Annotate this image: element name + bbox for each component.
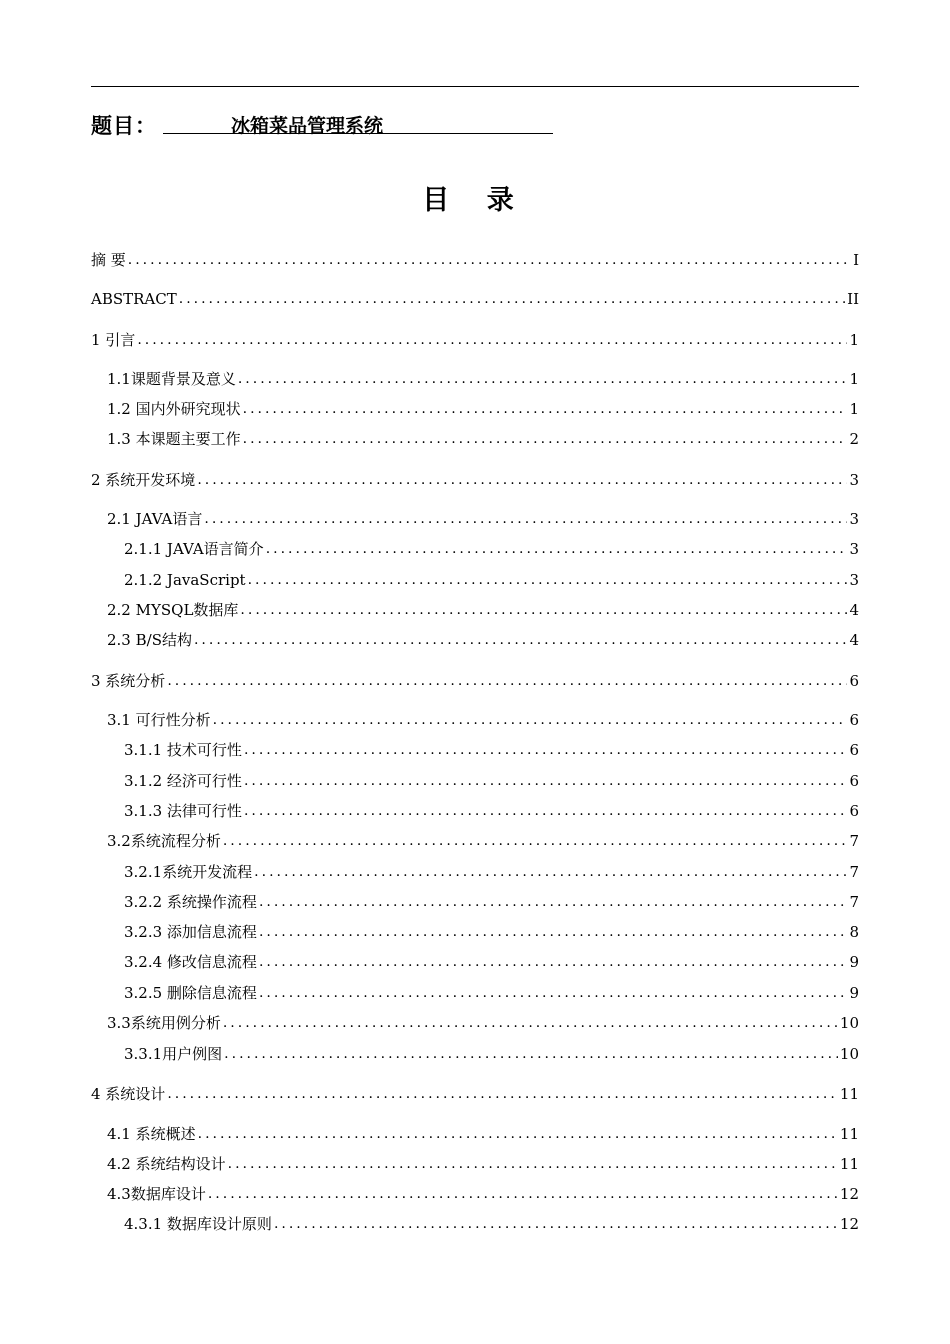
- toc-leader-dots: [179, 288, 845, 310]
- toc-leader-dots: [128, 249, 851, 271]
- toc-entry-label: 3.2.4 修改信息流程: [124, 953, 257, 971]
- toc-entry[interactable]: [124, 538, 859, 560]
- toc-entry-page: 6: [849, 711, 859, 729]
- toc-entry[interactable]: [91, 329, 859, 351]
- toc-leader-dots: [244, 770, 848, 792]
- toc-leader-dots: [167, 1083, 838, 1105]
- toc-leader-dots: [223, 830, 848, 852]
- toc-entry-page: 1: [849, 331, 859, 349]
- toc-entry-page: 6: [849, 772, 859, 790]
- toc-entry-label: 3.2.2 系统操作流程: [124, 893, 257, 911]
- toc-entry-page: 4: [849, 631, 859, 649]
- toc-entry-label: 1 引言: [91, 331, 136, 349]
- toc-entry-page: 6: [849, 672, 859, 690]
- toc-entry-page: 7: [849, 863, 859, 881]
- toc-leader-dots: [259, 921, 848, 943]
- toc-entry-label: 1.3 本课题主要工作: [107, 430, 241, 448]
- toc-entry-label: 3.3系统用例分析: [107, 1014, 221, 1032]
- toc-entry-label: 摘 要: [91, 251, 126, 269]
- toc-entry-page: 1: [849, 370, 859, 388]
- toc-entry-label: 2.2 MYSQL数据库: [107, 601, 239, 619]
- toc-entry-page: 12: [839, 1215, 859, 1233]
- toc-entry-page: 6: [849, 802, 859, 820]
- toc-entry[interactable]: [107, 599, 859, 621]
- toc-entry[interactable]: [107, 428, 859, 450]
- toc-entry-page: 9: [849, 953, 859, 971]
- toc-entry[interactable]: [107, 1153, 859, 1175]
- toc-entry-page: 11: [839, 1125, 859, 1143]
- toc-entry-label: ABSTRACT: [91, 290, 177, 308]
- toc-entry-page: 3: [849, 540, 859, 558]
- toc-entry[interactable]: [124, 921, 859, 943]
- toc-leader-dots: [244, 800, 848, 822]
- toc-leader-dots: [197, 469, 847, 491]
- toc-entry-page: 8: [849, 923, 859, 941]
- toc-entry[interactable]: [91, 469, 859, 491]
- toc-entry-page: 7: [849, 893, 859, 911]
- toc-entry[interactable]: [107, 508, 859, 530]
- toc-entry-label: 3.2.3 添加信息流程: [124, 923, 257, 941]
- toc-entry-page: 2: [849, 430, 859, 448]
- toc-entry[interactable]: [124, 951, 859, 973]
- toc-entry-label: 3.3.1用户例图: [124, 1045, 223, 1063]
- toc-entry-label: 2.1.2 JavaScript: [124, 571, 246, 589]
- toc-leader-dots: [204, 508, 847, 530]
- toc-entry-label: 3 系统分析: [91, 672, 166, 690]
- toc-entry-page: 12: [839, 1185, 859, 1203]
- toc-leader-dots: [259, 982, 848, 1004]
- toc-entry[interactable]: [107, 830, 859, 852]
- toc-entry-page: 6: [849, 741, 859, 759]
- toc-entry[interactable]: [107, 1123, 859, 1145]
- toc-entry[interactable]: [107, 1012, 859, 1034]
- toc-entry-page: 11: [839, 1085, 859, 1103]
- toc-leader-dots: [167, 670, 847, 692]
- toc-leader-dots: [223, 1012, 838, 1034]
- toc-leader-dots: [224, 1043, 838, 1065]
- toc-leader-dots: [194, 629, 847, 651]
- toc-entry-label: 3.2系统流程分析: [107, 832, 221, 850]
- toc-leader-dots: [213, 709, 848, 731]
- toc-entry-page: 11: [839, 1155, 859, 1173]
- toc-leader-dots: [238, 368, 848, 390]
- toc-entry-label: 2.1 JAVA语言: [107, 510, 203, 528]
- toc-entry[interactable]: [107, 398, 859, 420]
- toc-leader-dots: [228, 1153, 838, 1175]
- toc-entry[interactable]: [124, 982, 859, 1004]
- toc-entry-label: 1.2 国内外研究现状: [107, 400, 241, 418]
- toc-leader-dots: [274, 1213, 838, 1235]
- toc-entry[interactable]: [124, 569, 859, 591]
- toc-entry-page: 9: [849, 984, 859, 1002]
- toc-entry-page: 4: [849, 601, 859, 619]
- toc-entry[interactable]: [91, 670, 859, 692]
- toc-leader-dots: [243, 428, 848, 450]
- toc-leader-dots: [259, 951, 848, 973]
- title-row: [91, 110, 561, 138]
- toc-leader-dots: [259, 891, 848, 913]
- toc-entry[interactable]: [107, 709, 859, 731]
- toc-entry-label: 4.2 系统结构设计: [107, 1155, 226, 1173]
- toc-entry-label: 3.1 可行性分析: [107, 711, 211, 729]
- toc-entry-label: 4.1 系统概述: [107, 1125, 196, 1143]
- toc-entry-page: 1: [849, 400, 859, 418]
- toc-entry[interactable]: [107, 368, 859, 390]
- toc-entry-page: II: [847, 290, 859, 308]
- toc-entry-label: 2.1.1 JAVA语言简介: [124, 540, 264, 558]
- toc-entry-label: 3.1.1 技术可行性: [124, 741, 242, 759]
- toc-entry-label: 3.1.2 经济可行性: [124, 772, 242, 790]
- title-value: 冰箱菜品管理系统: [231, 115, 384, 137]
- toc-leader-dots: [266, 538, 848, 560]
- toc-entry[interactable]: [124, 1213, 859, 1235]
- toc-entry[interactable]: [124, 1043, 859, 1065]
- toc-entry-page: 3: [849, 471, 859, 489]
- toc-entry-page: 3: [849, 571, 859, 589]
- toc-entry-label: 3.1.3 法律可行性: [124, 802, 242, 820]
- toc-leader-dots: [244, 739, 848, 761]
- toc-entry-label: 4.3.1 数据库设计原则: [124, 1215, 272, 1233]
- toc-entry-page: 10: [839, 1014, 859, 1032]
- toc-leader-dots: [240, 599, 847, 621]
- toc-entry[interactable]: [91, 1083, 859, 1105]
- title-label: 题目：: [91, 114, 157, 138]
- toc-leader-dots: [137, 329, 847, 351]
- toc-leader-dots: [198, 1123, 838, 1145]
- toc-entry[interactable]: [124, 770, 859, 792]
- toc-entry-label: 2.3 B/S结构: [107, 631, 192, 649]
- toc-entry[interactable]: [107, 629, 859, 651]
- toc-entry-page: I: [853, 251, 859, 269]
- toc-entry-page: 3: [849, 510, 859, 528]
- toc-entry-label: 4.3数据库设计: [107, 1185, 206, 1203]
- toc-leader-dots: [208, 1183, 838, 1205]
- toc-entry[interactable]: [91, 288, 859, 310]
- toc-entry[interactable]: [124, 891, 859, 913]
- toc-entry-label: 3.2.5 删除信息流程: [124, 984, 257, 1002]
- toc-entry[interactable]: [124, 861, 859, 883]
- toc-leader-dots: [248, 569, 848, 591]
- toc-entry[interactable]: [91, 249, 859, 271]
- toc-entry-page: 7: [849, 832, 859, 850]
- toc-leader-dots: [243, 398, 848, 420]
- header-rule: [91, 86, 859, 87]
- toc-entry-label: 4 系统设计: [91, 1085, 166, 1103]
- toc-entry[interactable]: [107, 1183, 859, 1205]
- toc-entry-label: 1.1课题背景及意义: [107, 370, 236, 388]
- toc-leader-dots: [254, 861, 847, 883]
- toc-heading: 目 录: [422, 185, 528, 216]
- toc-entry-label: 2 系统开发环境: [91, 471, 196, 489]
- toc-entry-page: 10: [839, 1045, 859, 1063]
- toc-entry-label: 3.2.1系统开发流程: [124, 863, 253, 881]
- toc-entry[interactable]: [124, 739, 859, 761]
- toc-entry[interactable]: [124, 800, 859, 822]
